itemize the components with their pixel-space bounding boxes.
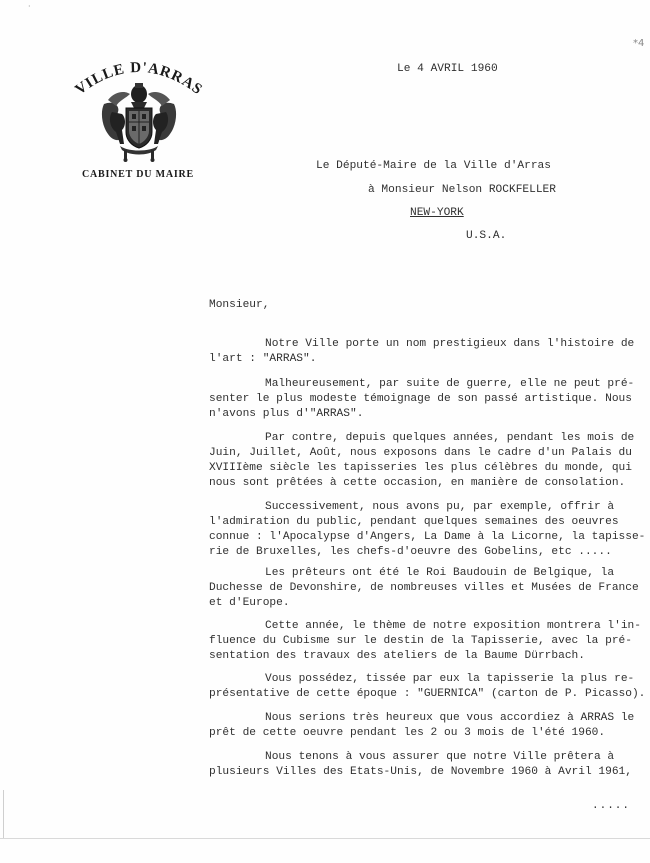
- office-name: CABINET DU MAIRE: [81, 169, 195, 180]
- paragraph-5: [209, 566, 639, 611]
- paragraph-line: l'art : "ARRAS".: [209, 353, 317, 365]
- paragraph-line: présentative de cette époque : "GUERNICA" (carton de P. Picasso).: [209, 688, 646, 700]
- letter-date: Le 4 AVRIL 1960: [397, 63, 498, 75]
- coat-of-arms-icon: [98, 82, 180, 162]
- paragraph-7: [209, 672, 646, 702]
- paragraph-6: [209, 619, 641, 664]
- paragraph-line: Juin, Juillet, Août, nous exposons dans le cadre d'un Palais du: [209, 447, 632, 459]
- paragraph-8: [209, 711, 635, 741]
- paragraph-9: [209, 750, 632, 780]
- paragraph-line: Cette année, le thème de notre exposition montrera l'in-: [265, 620, 641, 632]
- paragraph-line: nous sont prêtées à cette occasion, en manière de consolation.: [209, 477, 626, 489]
- recipient-line: à Monsieur Nelson ROCKFELLER: [368, 184, 556, 196]
- paragraph-line: Duchesse de Devonshire, de nombreuses villes et Musées de France: [209, 582, 639, 594]
- paragraph-line: connue : l'Apocalypse d'Angers, La Dame à la Licorne, la tapisse-: [209, 531, 646, 543]
- salutation: Monsieur,: [209, 299, 270, 311]
- paragraph-line: Successivement, nous avons pu, par exemple, offrir à: [265, 501, 615, 513]
- paragraph-line: prêt de cette oeuvre pendant les 2 ou 3 mois de l'été 1960.: [209, 727, 606, 739]
- paragraph-4: [209, 500, 646, 560]
- paragraph-line: sentation des travaux des ateliers de la Baume Dürrbach.: [209, 650, 585, 662]
- paragraph-line: Vous possédez, tissée par eux la tapisserie la plus re-: [265, 673, 635, 685]
- paragraph-line: et d'Europe.: [209, 597, 290, 609]
- paragraph-line: XVIIIème siècle les tapisseries les plus célèbres du monde, qui: [209, 462, 632, 474]
- paragraph-2: [209, 377, 635, 422]
- paragraph-line: n'avons plus d'"ARRAS".: [209, 408, 364, 420]
- letterhead: [68, 52, 208, 187]
- corner-mark: *4: [633, 38, 645, 49]
- paragraph-line: Les prêteurs ont été le Roi Baudouin de Belgique, la: [265, 567, 615, 579]
- paragraph-line: Notre Ville porte un nom prestigieux dans l'histoire de: [265, 338, 635, 350]
- recipient-country: U.S.A.: [466, 230, 507, 242]
- paragraph-line: l'admiration du public, pendant quelques semaines des oeuvres: [209, 516, 619, 528]
- paragraph-line: Par contre, depuis quelques années, pendant les mois de: [265, 432, 635, 444]
- sender-line: Le Député-Maire de la Ville d'Arras: [316, 160, 551, 172]
- paragraph-3: [209, 431, 635, 491]
- continuation-marker: .....: [592, 800, 631, 812]
- paragraph-line: Nous tenons à vous assurer que notre Ville prêtera à: [265, 751, 615, 763]
- page-edge-left: [3, 790, 4, 838]
- paragraph-line: Nous serions très heureux que vous accordiez à ARRAS le: [265, 712, 635, 724]
- city-title: VILLE D'ARRAS: [72, 59, 206, 99]
- paragraph-1: [209, 337, 635, 367]
- paragraph-line: plusieurs Villes des Etats-Unis, de Novembre 1960 à Avril 1961,: [209, 766, 632, 778]
- paragraph-line: Malheureusement, par suite de guerre, elle ne peut pré-: [265, 378, 635, 390]
- page-edge-bottom: [0, 838, 650, 839]
- paragraph-line: senter le plus modeste témoignage de son passé artistique. Nous: [209, 393, 632, 405]
- paragraph-line: rie de Bruxelles, les chefs-d'oeuvre des Gobelins, etc .....: [209, 546, 612, 558]
- recipient-city: NEW-YORK: [410, 207, 464, 219]
- scan-speck: ·: [28, 2, 31, 11]
- paragraph-line: fluence du Cubisme sur le destin de la Tapisserie, avec la pré-: [209, 635, 632, 647]
